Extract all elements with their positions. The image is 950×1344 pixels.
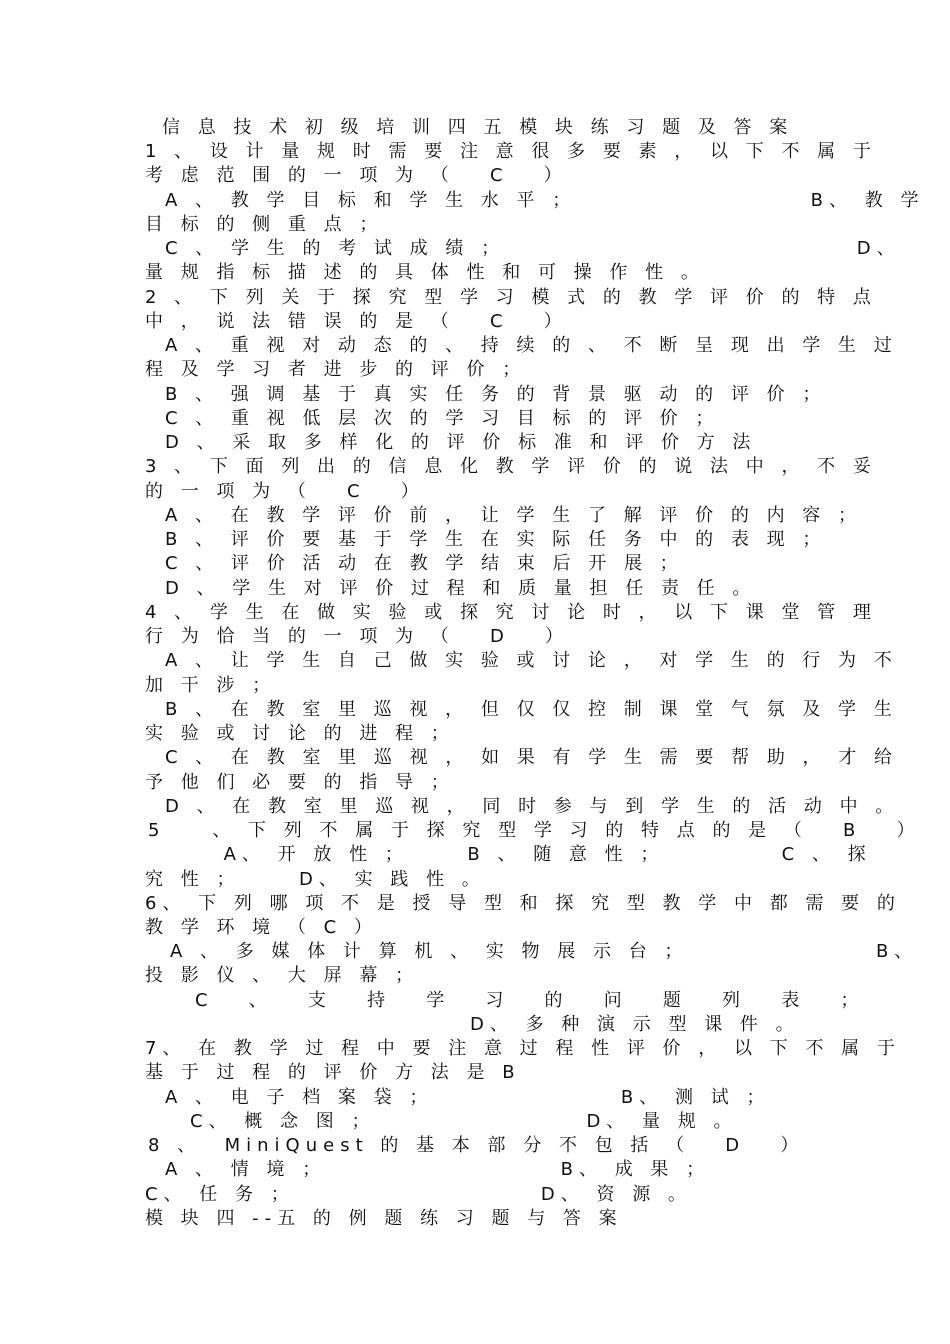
text-line: D 、 采 取 多 样 化 的 评 价 标 准 和 评 价 方 法: [165, 432, 757, 453]
text-line: 8 、 MiniQuest 的 基 本 部 分 不 包 括 （ D ）: [148, 1135, 805, 1156]
text-line: 行 为 恰 当 的 一 项 为 （ D ）: [145, 626, 569, 647]
text-line: B 、 在 教 室 里 巡 视 ， 但 仅 仅 控 制 课 堂 气 氛 及 学 生: [165, 699, 898, 720]
text-line: C 、 重 视 低 层 次 的 学 习 目 标 的 评 价 ；: [165, 408, 720, 429]
text-line: 6、 下 列 哪 项 不 是 授 导 型 和 探 究 型 教 学 中 都 需 要 的: [145, 893, 901, 914]
text-line: 模 块 四 --五 的 例 题 练 习 题 与 答 案: [145, 1208, 623, 1229]
text-line: A 、 教 学 目 标 和 学 生 水 平 ； B、 教 学: [165, 190, 925, 211]
text-line: A 、 在 教 学 评 价 前 ， 让 学 生 了 解 评 价 的 内 容 ；: [165, 505, 863, 526]
text-line: 加 干 涉 ；: [145, 675, 277, 696]
text-line: C、 概 念 图 ； D、 量 规 。: [190, 1111, 738, 1132]
text-line: 考 虑 范 围 的 一 项 为 （ C ）: [145, 165, 568, 186]
text-line: C 、 评 价 活 动 在 教 学 结 束 后 开 展 ；: [165, 553, 684, 574]
text-line: 的 一 项 为 （ C ）: [145, 481, 425, 502]
text-line: A 、 让 学 生 自 己 做 实 验 或 讨 论 ， 对 学 生 的 行 为 不: [165, 650, 898, 671]
text-line: D 、 学 生 对 评 价 过 程 和 质 量 担 任 责 任 。: [165, 578, 757, 599]
text-line: 教 学 环 境 （ C ）: [145, 917, 378, 938]
text-line: B 、 强 调 基 于 真 实 任 务 的 背 景 驱 动 的 评 价 ；: [165, 384, 827, 405]
text-line: 实 验 或 讨 论 的 进 程 ；: [145, 723, 455, 744]
text-line: A 、 电 子 档 案 袋 ； B、 测 试 ；: [165, 1087, 771, 1108]
text-line: C 、 学 生 的 考 试 成 绩 ； D、: [165, 238, 901, 259]
text-line: 2 、 下 列 关 于 探 究 型 学 习 模 式 的 教 学 评 价 的 特 点: [145, 287, 877, 308]
text-line: D 、 在 教 室 里 巡 视 ， 同 时 参 与 到 学 生 的 活 动 中 。: [165, 796, 900, 817]
text-line: 目 标 的 侧 重 点 ；: [145, 214, 384, 235]
text-line: 量 规 指 标 描 述 的 具 体 性 和 可 操 作 性 。: [145, 262, 705, 283]
document-title: 信 息 技 术 初 级 培 训 四 五 模 块 练 习 题 及 答 案: [162, 117, 794, 138]
text-line: 程 及 学 习 者 进 步 的 评 价 ；: [145, 359, 527, 380]
text-line: 3 、 下 面 列 出 的 信 息 化 教 学 评 价 的 说 法 中 ， 不 妥: [145, 456, 877, 477]
text-line: 基 于 过 程 的 评 价 方 法 是 B: [145, 1062, 521, 1083]
text-line: 投 影 仪 、 大 屏 幕 ；: [145, 965, 420, 986]
text-line: 予 他 们 必 要 的 指 导 ；: [145, 772, 455, 793]
text-line: A、 开 放 性 ； B 、 随 意 性 ； C 、 探: [165, 844, 872, 865]
text-line: 中 ， 说 法 错 误 的 是 （ C ）: [145, 311, 568, 332]
text-line: 4 、 学 生 在 做 实 验 或 探 究 讨 论 时 ， 以 下 课 堂 管 理: [145, 602, 877, 623]
text-line: 究 性 ； D、 实 践 性 。: [145, 869, 486, 890]
text-line: A 、 情 境 ； B、 成 果 ；: [165, 1159, 711, 1180]
text-line: 5 、 下 列 不 属 于 探 究 型 学 习 的 特 点 的 是 （ B ）: [148, 820, 921, 841]
text-line: C、 任 务 ； D、 资 源 。: [145, 1184, 692, 1205]
text-line: 1 、 设 计 量 规 时 需 要 注 意 很 多 要 素 ， 以 下 不 属 于: [145, 141, 877, 162]
text-line: C 、 支 持 学 习 的 问 题 列 表 ；: [195, 990, 865, 1011]
text-line: A 、 重 视 对 动 态 的 、 持 续 的 、 不 断 呈 现 出 学 生 过: [165, 335, 898, 356]
text-line: C 、 在 教 室 里 巡 视 ， 如 果 有 学 生 需 要 帮 助 ， 才 给: [165, 747, 898, 768]
text-line: D、 多 种 演 示 型 课 件 。: [470, 1014, 800, 1035]
text-line: A 、 多 媒 体 计 算 机 、 实 物 展 示 台 ； B、: [170, 941, 919, 962]
text-line: B 、 评 价 要 基 于 学 生 在 实 际 任 务 中 的 表 现 ；: [165, 529, 827, 550]
text-line: 7、 在 教 学 过 程 中 要 注 意 过 程 性 评 价 ， 以 下 不 属 于: [145, 1038, 901, 1059]
